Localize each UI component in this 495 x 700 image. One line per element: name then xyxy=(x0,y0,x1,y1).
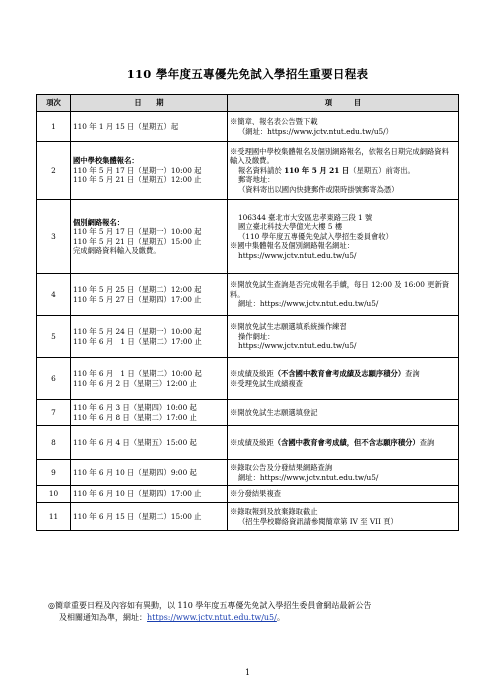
table-row xyxy=(37,274,459,316)
row-items: ※開放免試生志願選填登記 xyxy=(228,400,459,426)
row-items: ※成績及級距（含國中教育會考成績，但不含志願序積分）查詢 xyxy=(228,426,459,460)
row-number: 6 xyxy=(37,358,71,400)
table-row xyxy=(37,460,459,486)
row-items: ※開放免試生志願選填系統操作練習 操作網址： https://www.jctv.ntut.edu.tw/u5/ xyxy=(228,316,459,358)
row-items: ※錄取公告及分發結果網路查詢 網址：https://www.jctv.ntut.edu.tw/u5/ xyxy=(228,460,459,486)
row-items: ※錄取報到及放棄錄取截止 （招生學校聯絡資訊請參閱簡章第 IV 至 VII 頁） xyxy=(228,503,459,531)
row-date: 110 年 6 月 10 日（星期四）17:00 止 xyxy=(71,486,228,503)
table-row xyxy=(37,400,459,426)
row-number: 11 xyxy=(37,503,71,531)
row-number: 1 xyxy=(37,112,71,142)
row-date: 國中學校集體報名： 110 年 5 月 17 日（星期一）10:00 起 110 年 5 月 21 日（星期五）12:00 止 xyxy=(71,142,228,200)
table-row xyxy=(37,486,459,503)
row-date: 110 年 6 月 4 日（星期五）15:00 起 xyxy=(71,426,228,460)
row-items: ※受理國中學校集體報名及個別網路報名，依報名日期完成網路資料輸入及繳費。 報名資料請於 110 年 5 月 21 日（星期五）前寄出。 郵寄地址： （資料寄出以國內快捷郵件或限時掛號郵寄為憑） xyxy=(228,142,459,200)
row-number: 8 xyxy=(37,426,71,460)
row-number: 5 xyxy=(37,316,71,358)
header-no: 項次 xyxy=(37,95,71,112)
table-row xyxy=(37,503,459,531)
header-item: 項 目 xyxy=(228,95,459,112)
row-date: 110 年 6 月 15 日（星期二）15:00 止 xyxy=(71,503,228,531)
row-date: 個別網路報名： 110 年 5 月 17 日（星期一）10:00 起 110 年 5 月 21 日（星期五）15:00 止 完成網路資料輸入及繳費。 xyxy=(71,200,228,274)
row-items: ※簡章、報名表公告暨下載 （網址：https://www.jctv.ntut.edu.tw/u5/） xyxy=(228,112,459,142)
row-date: 110 年 6 月 3 日（星期四）10:00 起 110 年 6 月 8 日（星期二）17:00 止 xyxy=(71,400,228,426)
table-row xyxy=(37,142,459,200)
website-link[interactable]: https://www.jctv.ntut.edu.tw/u5/ xyxy=(147,613,277,623)
row-items: 106344 臺北市大安區忠孝東路三段 1 號 國立臺北科技大學億光大樓 5 樓 （110 學年度五專優先免試入學招生委員會收） ※國中集體報名及個別網路報名網址： https://www.jctv.ntut.edu.tw/u5/ xyxy=(228,200,459,274)
row-date: 110 年 5 月 25 日（星期二）12:00 起 110 年 5 月 27 日（星期四）17:00 止 xyxy=(71,274,228,316)
footnote xyxy=(48,600,468,625)
row-items: ※成績及級距（不含國中教育會考成績及志願序積分）查詢 ※受理免試生成績複查 xyxy=(228,358,459,400)
row-number: 9 xyxy=(37,460,71,486)
table-row xyxy=(37,358,459,400)
row-number: 7 xyxy=(37,400,71,426)
row-date: 110 年 6 月 10 日（星期四）9:00 起 xyxy=(71,460,228,486)
page-number: 1 xyxy=(244,668,251,677)
footnote-line-2: 及相關通知為準，網址：https://www.jctv.ntut.edu.tw/u5/。 xyxy=(59,613,285,623)
row-date: 110 年 1 月 15 日（星期五）起 xyxy=(71,112,228,142)
row-items: ※開放免試生查詢是否完成報名手續，每日 12:00 及 16:00 更新資料。 網址：https://www.jctv.ntut.edu.tw/u5/ xyxy=(228,274,459,316)
row-number: 4 xyxy=(37,274,71,316)
row-number: 10 xyxy=(37,486,71,503)
page-title: 110 學年度五專優先免試入學招生重要日程表 xyxy=(126,67,369,81)
table-row xyxy=(37,112,459,142)
table-row xyxy=(37,316,459,358)
row-number: 3 xyxy=(37,200,71,274)
row-number: 2 xyxy=(37,142,71,200)
row-date: 110 年 6 月 1 日（星期二）10:00 起 110 年 6 月 2 日（星期三）12:00 止 xyxy=(71,358,228,400)
row-date: 110 年 5 月 24 日（星期一）10:00 起 110 年 6 月 1 日（星期二）17:00 止 xyxy=(71,316,228,358)
footnote-line-1: ◎簡章重要日程及內容如有異動，以 110 學年度五專優先免試入學招生委員會網站最新公告 xyxy=(48,601,372,610)
header-date: 日 期 xyxy=(71,95,228,112)
schedule-table xyxy=(36,94,459,531)
table-row xyxy=(37,200,459,274)
row-items: ※分發結果複查 xyxy=(228,486,459,503)
table-row xyxy=(37,426,459,460)
table-header-row xyxy=(37,95,459,112)
